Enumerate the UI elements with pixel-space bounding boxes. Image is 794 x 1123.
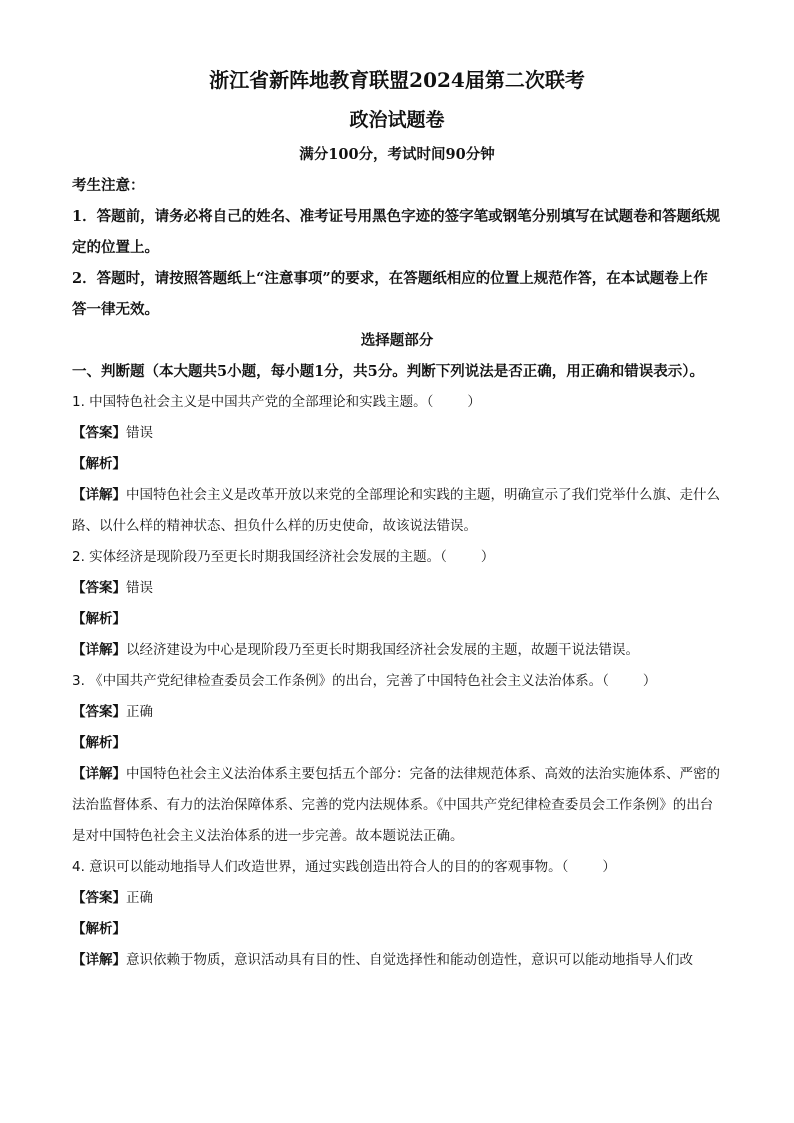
paren-close: ） [642,673,657,689]
detail-text: 以经济建设为中心是现阶段乃至更长时期我国经济社会发展的主题，故题干说法错误。 [126,642,639,658]
analysis-line [72,449,722,480]
detail-text: 中国特色社会主义法治体系主要包括五个部分：完备的法律规范体系、高效的法治实施体系、严密的法治监督体系、有力的法治保障体系、完善的党内法规体系。《中国共产党纪律检查委员会工作条例》的出台是对中国特色社会主义法治体系的进一步完善。故本题说法正确。 [72,766,720,844]
paren-open: （ [426,394,434,410]
answer-value: 正确 [126,890,153,906]
notice-item-1: 1．答题前，请务必将自己的姓名、准考证号用黑色字迹的签字笔或钢笔分别填写在试题卷和答题纸规定的位置上。 [72,208,721,256]
paren-close: ） [602,859,616,875]
question-4 [72,852,722,976]
analysis-line [72,728,722,759]
exam-page [72,60,722,976]
answer-line [72,883,722,914]
detail-tag: 【详解】 [72,766,126,782]
part-one-heading: 一、判断题（本大题共5小题，每小题1分，共5分。判断下列说法是否正确，用正确和错误表示）。 [72,363,705,380]
question-stem-text: 4. 意识可以能动地指导人们改造世界，通过实践创造出符合人的目的的客观事物。 [72,859,562,875]
question-stem-text: 3. 《中国共产党纪律检查委员会工作条例》的出台，完善了中国特色社会主义法治体系。 [72,673,603,689]
question-stem [72,542,722,573]
analysis-tag: 【解析】 [72,921,126,937]
answer-tag: 【答案】 [72,704,126,720]
answer-value: 错误 [126,425,153,441]
answer-line [72,697,722,728]
question-stem-text: 1. 中国特色社会主义是中国共产党的全部理论和实践主题。 [72,394,427,410]
notice-item-2: 2．答题时，请按照答题纸上“注意事项”的要求，在答题纸相应的位置上规范作答，在本试题卷上作答一律无效。 [72,270,708,318]
detail-line [72,480,722,542]
question-1 [72,387,722,542]
analysis-tag: 【解析】 [72,611,126,627]
answer-tag: 【答案】 [72,425,126,441]
analysis-tag: 【解析】 [72,735,126,751]
detail-text: 中国特色社会主义是改革开放以来党的全部理论和实践的主题，明确宣示了我们党举什么旗、走什么路、以什么样的精神状态、担负什么样的历史使命，故该说法错误。 [72,487,720,534]
paren-close: ） [480,549,495,565]
detail-line [72,635,722,666]
exam-subtitle: 政治试题卷 [349,109,445,131]
question-stem [72,852,722,883]
detail-line [72,945,722,976]
exam-meta: 满分100分，考试时间90分钟 [299,146,495,163]
paren-open: （ [440,549,447,565]
answer-value: 正确 [126,704,153,720]
analysis-tag: 【解析】 [72,456,126,472]
question-stem [72,666,722,697]
answer-tag: 【答案】 [72,580,126,596]
exam-title: 浙江省新阵地教育联盟2024届第二次联考 [209,68,585,92]
detail-text: 意识依赖于物质，意识活动具有目的性、自觉选择性和能动创造性，意识可以能动地指导人们改 [126,952,693,968]
paren-open: （ [602,673,609,689]
detail-line [72,759,722,852]
detail-tag: 【详解】 [72,642,126,658]
detail-tag: 【详解】 [72,952,126,968]
paren-open: （ [561,859,569,875]
detail-tag: 【详解】 [72,487,126,503]
question-stem-text: 2. 实体经济是现阶段乃至更长时期我国经济社会发展的主题。 [72,549,441,565]
answer-line [72,573,722,604]
answer-line [72,418,722,449]
question-2 [72,542,722,666]
notice-heading: 考生注意： [72,177,145,194]
answer-value: 错误 [126,580,153,596]
section-heading: 选择题部分 [360,332,434,349]
analysis-line [72,604,722,635]
analysis-line [72,914,722,945]
paren-close: ） [467,394,481,410]
answer-tag: 【答案】 [72,890,126,906]
question-3 [72,666,722,852]
question-stem [72,387,722,418]
